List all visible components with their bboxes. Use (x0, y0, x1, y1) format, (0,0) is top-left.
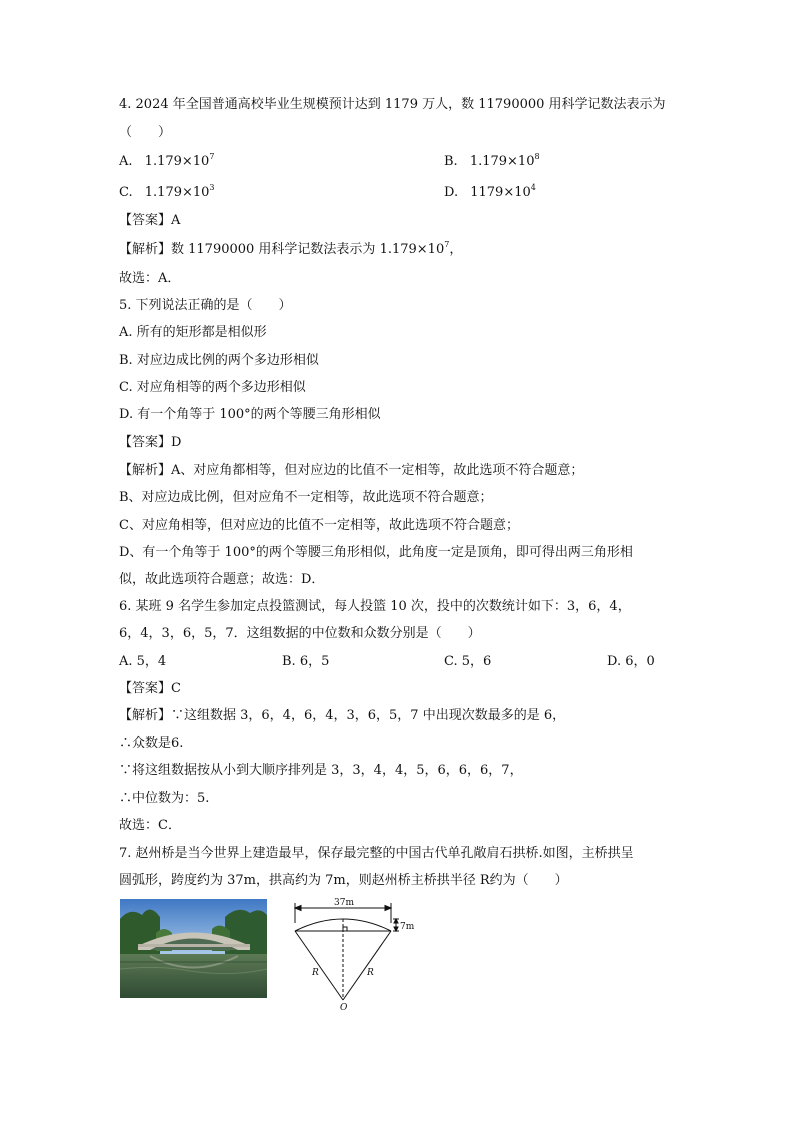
q4-answer: 【答案】A (119, 213, 181, 228)
q6-option-c: C. 5，6 (444, 654, 492, 669)
q4-conclusion: 故选：A． (119, 271, 181, 286)
q6-stem-line1: 6. 某班 9 名学生参加定点投篮测试，每人投篮 10 次，投中的次数统计如下：3，6，4， (119, 599, 631, 614)
option-exponent: 4 (530, 183, 536, 192)
option-exponent: 7 (209, 152, 215, 161)
q4-option-a (119, 153, 214, 171)
q6-option-d: D. 6，0 (607, 654, 655, 669)
q5-analysis-line: B、对应边成比例，但对应角不一定相等，故此选项不符合题意； (119, 490, 493, 505)
q4-option-c (119, 184, 215, 202)
right-radius-label: R (367, 968, 374, 978)
q5-analysis-line: C、对应角相等，但对应边的比值不一定相等，故此选项不符合题意； (119, 518, 519, 533)
q4-option-b (444, 153, 540, 171)
q7-stem-line1: 7. 赵州桥是当今世界上建造最早，保存最完整的中国古代单孔敞肩石拱桥.如图，主桥拱呈 (119, 846, 634, 861)
option-label: D. (444, 185, 459, 200)
q6-answer: 【答案】C (119, 681, 181, 696)
q6-analysis-line: 【解析】∵这组数据 3，6，4，6，4，3，6，5，7 中出现次数最多的是 6， (119, 708, 566, 723)
arch-diagram (285, 893, 425, 1013)
span-label: 37m (334, 898, 354, 908)
q6-analysis-line: ∴中位数为：5. (119, 791, 210, 806)
q4-stem-line2: （ ） (119, 125, 172, 140)
q4-option-d (444, 184, 536, 202)
option-mantissa: 1.179×10 (469, 154, 535, 169)
q4-stem-line1: 4. 2024 年全国普通高校毕业生规模预计达到 1179 万人，数 11790000 用科学记数法表示为 (119, 97, 666, 112)
option-mantissa: 1.179×10 (144, 154, 210, 169)
q5-analysis-line: 似，故此选项符合题意；故选：D． (119, 572, 325, 587)
center-label: O (340, 1003, 348, 1013)
zhaozhou-bridge-photo (120, 899, 267, 998)
option-mantissa: 1179×10 (470, 185, 531, 200)
q5-analysis-line: 【解析】A、对应角都相等，但对应边的比值不一定相等，故此选项不符合题意； (119, 463, 584, 478)
height-label: 7m (400, 922, 415, 932)
q5-stem: 5. 下列说法正确的是（ ） (119, 298, 292, 313)
option-label: A. (119, 154, 133, 169)
left-radius-label: R (312, 968, 319, 978)
q5-option-d: D. 有一个角等于 100°的两个等腰三角形相似 (119, 407, 381, 422)
q5-option-c: C. 对应角相等的两个多边形相似 (119, 380, 306, 395)
q5-option-a: A. 所有的矩形都是相似形 (119, 325, 267, 340)
q5-analysis-line: D、有一个角等于 100°的两个等腰三角形相似，此角度一定是顶角，即可得出两三角形相 (119, 545, 633, 560)
q6-analysis-line: ∴众数是6. (119, 736, 184, 751)
option-exponent: 8 (534, 152, 540, 161)
q5-answer: 【答案】D (119, 435, 182, 450)
option-label: B. (444, 154, 458, 169)
q5-option-b: B. 对应边成比例的两个多边形相似 (119, 353, 319, 368)
q4-analysis (119, 241, 462, 259)
q4-analysis-exponent: 7 (444, 240, 450, 249)
q4-analysis-prefix: 【解析】数 11790000 用科学记数法表示为 1.179×10 (119, 242, 445, 257)
option-mantissa: 1.179×10 (144, 185, 210, 200)
q6-option-a: A. 5，4 (119, 654, 167, 669)
option-exponent: 3 (209, 183, 215, 192)
q6-analysis-line: 故选：C． (119, 818, 181, 833)
q7-stem-line2: 圆弧形，跨度约为 37m，拱高约为 7m，则赵州桥主桥拱半径 R约为（ ） (119, 873, 568, 888)
q6-analysis-line: ∵将这组数据按从小到大顺序排列是 3，3，4，4，5，6，6，6，7， (119, 763, 523, 778)
option-label: C. (119, 185, 133, 200)
q4-analysis-suffix: ， (449, 242, 463, 257)
q6-stem-line2: 6，4，3，6，5，7．这组数据的中位数和众数分别是（ ） (119, 626, 481, 641)
q6-option-b: B. 6，5 (282, 654, 330, 669)
